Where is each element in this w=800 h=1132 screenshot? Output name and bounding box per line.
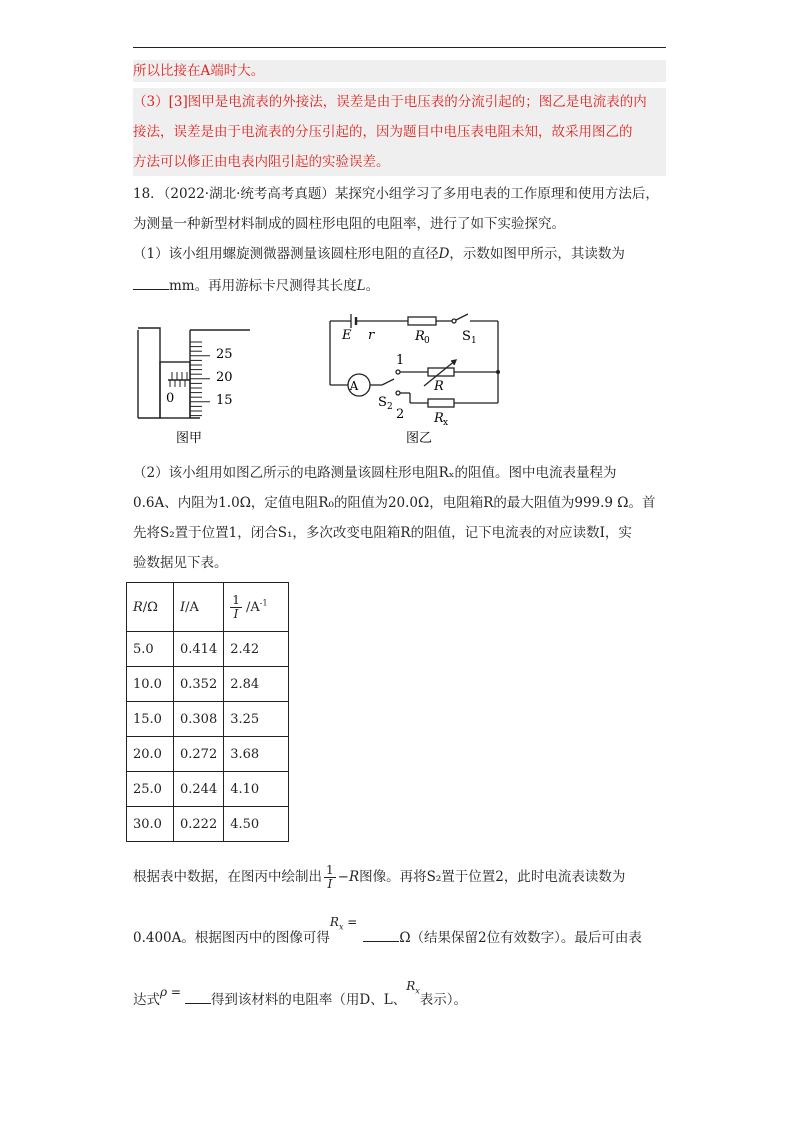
switch-S2-blade: [382, 379, 394, 385]
switch-S2-contact-1: [396, 370, 400, 374]
top-rule: [133, 47, 666, 48]
table-row: [127, 702, 289, 737]
table-cell: 10.0: [127, 667, 174, 702]
after-text-1a: 根据表中数据，在图丙中绘制出: [133, 869, 322, 885]
part1-text-c: mm。再用游标卡尺测得其长度: [169, 278, 357, 294]
label-Rx: R: [434, 411, 444, 426]
ammeter-label: A: [349, 379, 359, 393]
table-cell: 3.25: [224, 702, 289, 737]
header-I: I/A: [174, 583, 224, 632]
part1-text-d: 。: [365, 278, 380, 294]
table-cell: 2.84: [224, 667, 289, 702]
label-S2-sub: 2: [387, 402, 393, 412]
scale-zero: 0: [166, 391, 175, 406]
answer-blank-2[interactable]: [363, 929, 399, 942]
after-table-line-3: [133, 979, 468, 1015]
table-cell: 15.0: [127, 702, 174, 737]
label-S1: S: [462, 329, 471, 344]
circuit-figure: [320, 306, 510, 448]
label-r: r: [368, 328, 375, 343]
table-header-row: [127, 583, 289, 632]
rx-symbol-2: $R_x$: [406, 979, 420, 996]
header-inv-I: $\frac{1}{I}$ $/A^{-1}$: [224, 583, 289, 632]
thimble-ticks: [190, 342, 210, 416]
table-cell: 3.68: [224, 737, 289, 772]
label-S1-sub: 1: [471, 336, 477, 346]
inv-I-fraction: $\frac{1}{I}$: [326, 863, 334, 891]
answer-blank-1[interactable]: [133, 277, 169, 290]
rx-symbol: $R_x$ =: [329, 915, 358, 932]
table-cell: 0.308: [174, 702, 224, 737]
after-table-line-1: 根据表中数据，在图丙中绘制出 $\frac{1}{I}$ −R图像。再将S₂置于位置2，此时电流表读数为: [133, 863, 626, 891]
table-cell: 0.272: [174, 737, 224, 772]
part1-text-b: ，示数如图甲所示，其读数为: [449, 246, 625, 262]
part2-line-4: 验数据见下表。: [133, 555, 228, 571]
table-body: [127, 632, 289, 842]
table-row: [127, 807, 289, 842]
table-cell: 30.0: [127, 807, 174, 842]
part2-line-2: 0.6A、内阻为1.0Ω，定值电阻R₀的阻值为20.0Ω，电阻箱R的最大阻值为999.9 Ω。首: [133, 495, 656, 511]
micrometer-sleeve: [160, 362, 190, 418]
rho-symbol: ρ =: [160, 985, 181, 999]
table-cell: 0.414: [174, 632, 224, 667]
answer-blank-3[interactable]: [185, 991, 211, 1004]
scale-label-25: 25: [216, 347, 233, 362]
table-row: [127, 632, 289, 667]
after-text-3c: 表示）。: [419, 992, 468, 1008]
label-S2: S: [378, 395, 387, 410]
answer-line-3: 接法，误差是由于电流表的分压引起的，因为题目中电压表电阻未知，故采用图乙的: [133, 124, 633, 140]
after-text-1b: 图像。再将S₂置于位置2，此时电流表读数为: [359, 869, 626, 885]
part1-line-2: [133, 276, 379, 296]
table-cell: 4.50: [224, 807, 289, 842]
table-row: [127, 737, 289, 772]
after-text-2b: Ω（结果保留2位有效数字）。最后可由表: [399, 930, 642, 946]
after-text-3a: 达式: [133, 992, 160, 1008]
after-text-3b: 得到该材料的电阻率（用D、L、: [210, 992, 407, 1008]
figure-yi-caption: 图乙: [406, 431, 433, 446]
table-cell: 5.0: [127, 632, 174, 667]
micrometer-figure: [130, 318, 260, 448]
table-cell: 4.10: [224, 772, 289, 807]
label-R0: R: [415, 329, 425, 344]
switch-S2-contact-2: [396, 391, 400, 395]
label-pos-1: 1: [396, 353, 405, 368]
question-intro-line-2: 为测量一种新型材料制成的圆柱形电阻的电阻率，进行了如下实验探究。: [133, 216, 565, 232]
table-cell: 2.42: [224, 632, 289, 667]
label-Rx-sub: x: [443, 418, 449, 428]
resistor-R0: [408, 317, 436, 325]
label-E: E: [342, 328, 352, 343]
answer-line-4: 方法可以修正由电表内阻引起的实验误差。: [133, 154, 390, 170]
after-table-line-2: [133, 915, 642, 953]
table-cell: 0.222: [174, 807, 224, 842]
question-intro-line-1: 18．（2022·湖北·统考高考真题）某探究小组学习了多用电表的工作原理和使用方法后，: [133, 186, 659, 202]
data-table: [126, 582, 289, 842]
part1-text-a: （1）该小组用螺旋测微器测量该圆柱形电阻的直径: [133, 246, 439, 262]
part2-line-3: 先将S₂置于位置1，闭合S₁，多次改变电阻箱R的阻值，记下电流表的对应读数I，实: [133, 525, 632, 541]
answer-line-1: 所以比接在A端时大。: [133, 63, 265, 79]
table-row: [127, 667, 289, 702]
var-D: D: [438, 246, 450, 262]
table-cell: 0.352: [174, 667, 224, 702]
label-R0-sub: 0: [424, 336, 430, 346]
switch-S1-pivot: [452, 319, 456, 323]
figure-jia-caption: 图甲: [176, 431, 203, 446]
scale-label-15: 15: [216, 393, 233, 408]
table-cell: 20.0: [127, 737, 174, 772]
scale-label-20: 20: [216, 370, 233, 385]
table-row: [127, 772, 289, 807]
answer-line-2: （3）[3]图甲是电流表的外接法，误差是由于电压表的分流引起的；图乙是电流表的内: [133, 94, 647, 110]
header-R: R/Ω: [127, 583, 174, 632]
table-cell: 0.244: [174, 772, 224, 807]
label-R: R: [434, 379, 444, 394]
table-cell: 25.0: [127, 772, 174, 807]
part1-line-1: [133, 244, 625, 264]
label-pos-2: 2: [396, 407, 405, 422]
after-text-2a: 0.400A。根据图丙中的图像可得: [133, 930, 330, 946]
switch-S1-blade: [456, 314, 468, 320]
part2-line-1: （2）该小组用如图乙所示的电路测量该圆柱形电阻Rₓ的阻值。图中电流表量程为: [133, 465, 617, 481]
resistor-Rx: [428, 399, 454, 407]
var-L: L: [356, 278, 366, 294]
